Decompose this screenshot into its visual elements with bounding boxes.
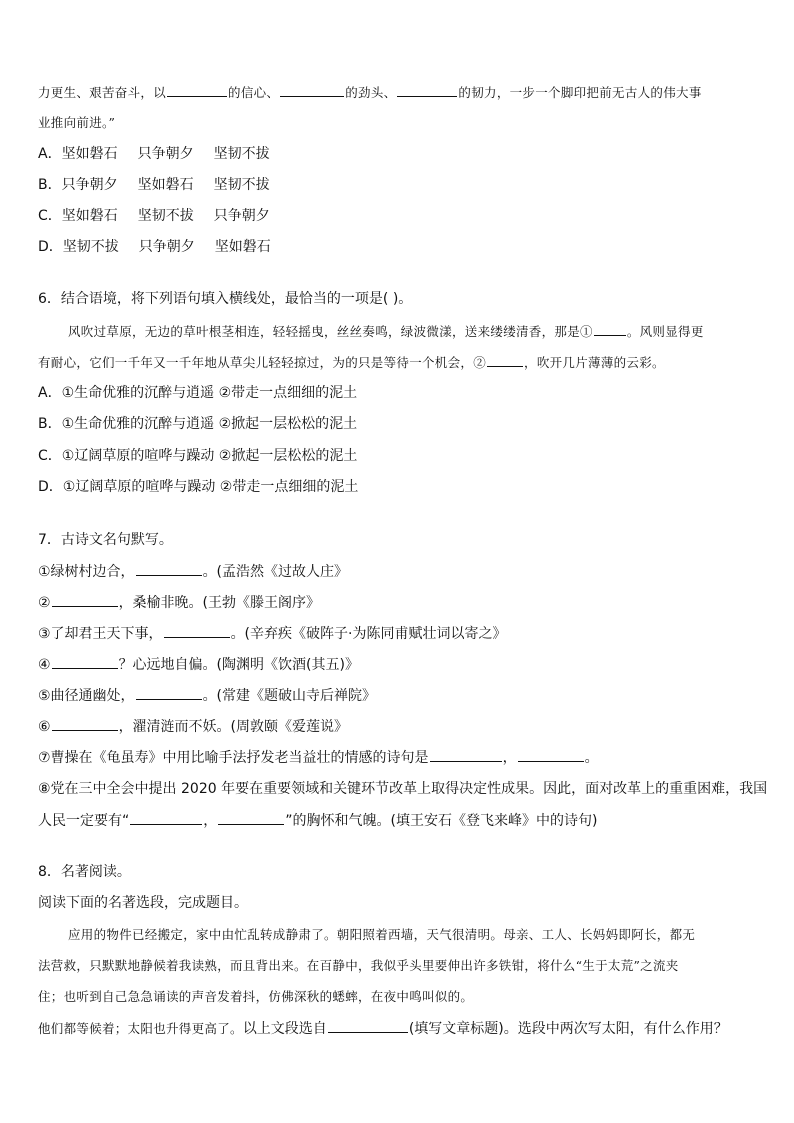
q7-item-3: ③了却君王天下事， 。(辛弃疾《破阵子·为陈同甫赋壮词以寄之》 bbox=[38, 623, 506, 644]
q6-option-a[interactable]: A．①生命优雅的沉醉与逍遥 ②带走一点细细的泥土 bbox=[38, 385, 358, 401]
answer-blank[interactable] bbox=[487, 352, 523, 367]
answer-blank[interactable] bbox=[130, 810, 202, 825]
answer-blank[interactable] bbox=[136, 685, 202, 700]
q8-passage-line-2: 法营救，只默默地静候着我读熟，而且背出来。在百静中，我似乎头里要伸出许多铁钳，将什么“生于太荒”之流夹 bbox=[38, 958, 679, 973]
q7-item-5: ⑤曲径通幽处， 。(常建《题破山寺后禅院》 bbox=[38, 685, 376, 706]
answer-blank[interactable] bbox=[164, 623, 230, 638]
answer-blank[interactable] bbox=[218, 810, 284, 825]
q7-item-1: ①绿树村边合， 。(孟浩然《过故人庄》 bbox=[38, 561, 348, 582]
stem-text: 的韧力，一步一个脚印把前无古人的伟大事 bbox=[458, 85, 702, 100]
q5-option-c[interactable]: C．坚如磐石 坚韧不拔 只争朝夕 bbox=[38, 208, 270, 224]
answer-blank[interactable] bbox=[594, 321, 626, 336]
q8-title: 8．名著阅读。 bbox=[38, 864, 131, 880]
answer-blank[interactable] bbox=[167, 82, 227, 97]
q8-passage-line-1: 应用的物件已经搬定，家中由忙乱转成静肃了。朝阳照着西墙，天气很清明。母亲、工人、长妈妈即阿长，都无 bbox=[68, 927, 696, 942]
stem-text: 力更生、艰苦奋斗，以 bbox=[38, 85, 167, 100]
answer-blank[interactable] bbox=[136, 561, 202, 576]
stem-text: 的信心、 bbox=[228, 85, 280, 100]
q6-passage-line-2: 有耐心，它们一千年又一千年地从草尖儿轻轻掠过，为的只是等待一个机会，② ，吹开几片薄薄的云彩。 bbox=[38, 352, 665, 373]
q8-passage-line-3: 住；也听到自己急急诵读的声音发着抖，仿佛深秋的蟋蟀，在夜中鸣叫似的。 bbox=[38, 989, 474, 1004]
answer-blank[interactable] bbox=[280, 82, 344, 97]
q8-passage-line-4: 他们都等候着；太阳也升得更高了。以上文段选自 (填写文章标题)。选段中两次写太阳，有什么作用？ bbox=[38, 1018, 728, 1039]
q7-item-8: ⑧党在三中全会中提出 2020 年要在重要领域和关键环节改革上取得决定性成果。因此，面对改革上的重重困难，我国 bbox=[38, 781, 768, 797]
q7-title: 7．古诗文名句默写。 bbox=[38, 532, 173, 548]
q7-item-6: ⑥ ，濯清涟而不妖。(周敦颐《爱莲说》 bbox=[38, 716, 348, 737]
answer-blank[interactable] bbox=[52, 592, 118, 607]
q7-item-4: ④ ？心远地自偏。(陶渊明《饮酒(其五)》 bbox=[38, 654, 359, 675]
q6-passage-line-1: 风吹过草原，无边的草叶根茎相连，轻轻摇曳，丝丝奏鸣，绿波微漾，送来缕缕清香，那是① 。风则显得更 bbox=[68, 321, 704, 342]
q5-stem-line-1 bbox=[38, 82, 702, 103]
q8-intro: 阅读下面的名著选段，完成题目。 bbox=[38, 895, 248, 911]
answer-blank[interactable] bbox=[52, 716, 118, 731]
q7-item-7: ⑦曹操在《龟虽寿》中用比喻手法抒发老当益壮的情感的诗句是 ， 。 bbox=[38, 747, 599, 768]
q7-item-8-cont: 人民一定要有“ ， ”的胸怀和气魄。(填王安石《登飞来峰》中的诗句) bbox=[38, 810, 597, 831]
q5-option-b[interactable]: B．只争朝夕 坚如磐石 坚韧不拔 bbox=[38, 177, 270, 193]
q5-option-d[interactable]: D．坚韧不拔 只争朝夕 坚如磐石 bbox=[38, 239, 271, 255]
answer-blank[interactable] bbox=[430, 747, 502, 762]
q5-option-a[interactable]: A．坚如磐石 只争朝夕 坚韧不拔 bbox=[38, 146, 270, 162]
q6-option-c[interactable]: C．①辽阔草原的喧哗与躁动 ②掀起一层松松的泥土 bbox=[38, 448, 358, 464]
q6-option-b[interactable]: B．①生命优雅的沉醉与逍遥 ②掀起一层松松的泥土 bbox=[38, 416, 358, 432]
stem-text: 的劲头、 bbox=[345, 85, 397, 100]
q6-option-d[interactable]: D．①辽阔草原的喧哗与躁动 ②带走一点细细的泥土 bbox=[38, 479, 359, 495]
q5-stem-line-2: 业推向前进。” bbox=[38, 115, 116, 130]
q7-item-2: ② ，桑榆非晚。(王勃《滕王阁序》 bbox=[38, 592, 320, 613]
answer-blank[interactable] bbox=[328, 1018, 408, 1033]
answer-blank[interactable] bbox=[52, 654, 118, 669]
q6-title: 6．结合语境，将下列语句填入横线处，最恰当的一项是( )。 bbox=[38, 291, 413, 307]
answer-blank[interactable] bbox=[518, 747, 584, 762]
answer-blank[interactable] bbox=[397, 82, 457, 97]
